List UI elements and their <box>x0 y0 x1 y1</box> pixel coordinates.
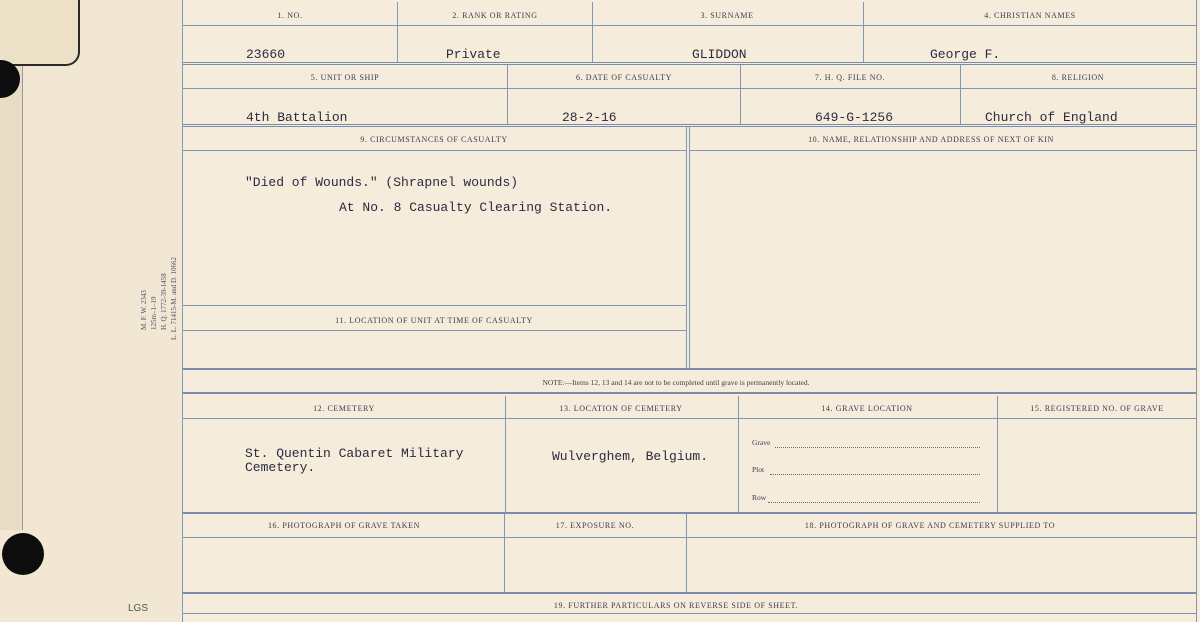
value-cemetery-location: Wulverghem, Belgium. <box>552 449 709 464</box>
side-code-4: L. L. 71415-M. and D. 10662 <box>170 256 178 340</box>
rule <box>689 127 690 368</box>
label-christian-names: 4. CHRISTIAN NAMES <box>984 11 1076 20</box>
value-no: 23660 <box>246 47 286 62</box>
rule <box>183 592 1196 594</box>
rule <box>592 2 593 62</box>
rule <box>183 62 1196 65</box>
value-circumstances-line2: At No. 8 Casualty Clearing Station. <box>339 200 613 215</box>
value-christian-names: George F. <box>930 47 1001 62</box>
rule <box>183 305 686 306</box>
side-code-3: H. Q. 1772-39-1458 <box>160 273 168 330</box>
rule <box>863 2 864 62</box>
grave-dotted-line <box>775 447 980 448</box>
rule <box>686 127 687 368</box>
rule <box>183 512 1196 514</box>
label-surname: 3. SURNAME <box>700 11 754 20</box>
rule <box>997 396 998 512</box>
label-location-unit: 11. LOCATION OF UNIT AT TIME OF CASUALTY <box>335 316 533 325</box>
label-religion: 8. RELIGION <box>1051 73 1105 82</box>
row-dotted-line <box>768 502 980 503</box>
note-text: NOTE:—Items 12, 13 and 14 are not to be completed until grave is permanently located. <box>542 378 810 387</box>
label-grave-location: 14. GRAVE LOCATION <box>821 404 913 413</box>
value-rank: Private <box>446 47 501 62</box>
label-no: 1. NO. <box>277 11 303 20</box>
grave-field-grave: Grave <box>752 438 771 447</box>
rule <box>960 65 961 124</box>
rule <box>686 514 687 592</box>
card-edge-shadow <box>0 66 23 530</box>
value-circumstances-line1: "Died of Wounds." (Shrapnel wounds) <box>245 175 519 190</box>
value-cemetery-line1: St. Quentin Cabaret Military <box>245 446 464 461</box>
corner-mark: LGS <box>128 603 149 614</box>
binder-hole-bottom <box>2 533 44 575</box>
rule <box>183 88 1196 89</box>
label-cemetery-location: 13. LOCATION OF CEMETERY <box>559 404 683 413</box>
side-code-1: M. F. W. 2343 <box>140 290 148 330</box>
rule <box>183 150 686 151</box>
rule <box>183 613 1196 614</box>
side-code-2: 125m–1–19 <box>150 296 158 330</box>
rule <box>504 514 505 592</box>
grave-field-plot: Plot <box>752 465 765 474</box>
label-file-no: 7. H. Q. FILE NO. <box>814 73 886 82</box>
value-file-no: 649-G-1256 <box>815 110 894 125</box>
rule <box>183 537 1196 538</box>
card-corner-tab <box>0 0 80 66</box>
value-date: 28-2-16 <box>562 110 617 125</box>
label-circumstances: 9. CIRCUMSTANCES OF CASUALTY <box>360 135 508 144</box>
rule <box>183 330 686 331</box>
value-surname: GLIDDON <box>692 47 747 62</box>
value-religion: Church of England <box>985 110 1118 125</box>
label-further: 19. FURTHER PARTICULARS ON REVERSE SIDE OF SHEET. <box>553 601 799 610</box>
frame-right <box>1196 0 1197 622</box>
rule <box>183 368 1196 370</box>
label-photograph-supplied: 18. PHOTOGRAPH OF GRAVE AND CEMETERY SUPPLIED TO <box>804 521 1056 530</box>
grave-field-row: Row <box>752 493 767 502</box>
rule <box>183 418 1196 419</box>
label-registered-no: 15. REGISTERED NO. OF GRAVE <box>1030 404 1164 413</box>
label-photograph-taken: 16. PHOTOGRAPH OF GRAVE TAKEN <box>267 521 421 530</box>
frame-left <box>182 0 183 622</box>
rule <box>183 392 1196 394</box>
rule <box>507 65 508 124</box>
rule <box>183 25 1196 26</box>
label-date: 6. DATE OF CASUALTY <box>575 73 673 82</box>
rule <box>397 2 398 62</box>
label-exposure: 17. EXPOSURE NO. <box>555 521 635 530</box>
rule <box>505 396 506 512</box>
rule <box>690 150 1196 151</box>
label-unit: 5. UNIT OR SHIP <box>310 73 380 82</box>
label-rank: 2. RANK OR RATING <box>452 11 538 20</box>
value-unit: 4th Battalion <box>246 110 348 125</box>
label-next-of-kin: 10. NAME, RELATIONSHIP AND ADDRESS OF NEXT OF KIN <box>808 135 1054 144</box>
label-cemetery: 12. CEMETERY <box>313 404 375 413</box>
value-cemetery-line2: Cemetery. <box>245 460 316 475</box>
rule <box>738 396 739 512</box>
plot-dotted-line <box>770 474 980 475</box>
rule <box>740 65 741 124</box>
